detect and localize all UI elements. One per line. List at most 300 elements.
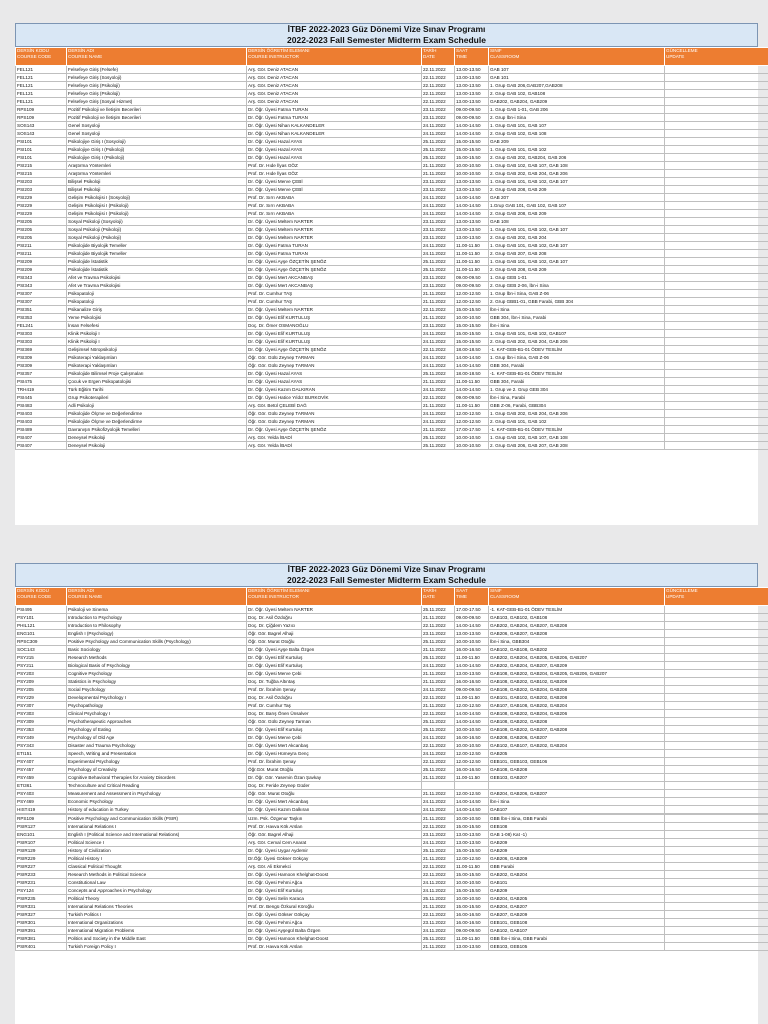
table-cell: Öğr.Gör. Murat Otoğlu (247, 766, 422, 774)
table-cell: Arş. Gör. Deniz ATACAN (247, 98, 422, 106)
table-cell: PSIR381 (16, 935, 67, 943)
table-cell: PSI307 (16, 298, 67, 306)
table-cell: PSI343 (16, 274, 67, 282)
table-cell: International Relations Theories (67, 903, 247, 911)
table-cell: 12.00-12.50 (455, 290, 489, 298)
table-row (16, 726, 768, 734)
table-cell (665, 750, 768, 758)
table-cell: 1. Grup GAB 102, GAB 107, GAB 108 (489, 162, 665, 170)
table-cell (665, 734, 768, 742)
table-cell: 1. Grup GAB 101, GAB 102, GAB 107 (489, 242, 665, 250)
table-cell: 13.00-13.50 (455, 218, 489, 226)
table-row (16, 434, 768, 442)
table-cell (455, 782, 489, 790)
table-cell: 25.11.2022 (422, 146, 455, 154)
table-cell: 15.00-15.50 (455, 322, 489, 330)
table-row (16, 378, 768, 386)
table-cell: 13.00-13.50 (455, 226, 489, 234)
table-cell: Dr. Öğr. Üyesi Ayşe ÖZÇETİN ŞENÖZ (247, 258, 422, 266)
table-row (16, 614, 768, 622)
table-cell: PSI101 (16, 154, 67, 162)
table-cell (665, 742, 768, 750)
table-cell: Prof. Dr. Sırrı AKBABA (247, 194, 422, 202)
table-cell: 15.00-15.50 (455, 903, 489, 911)
column-header-label: COURSE INSTRUCTOR (248, 593, 299, 599)
table-cell: Clinical Psychology I (67, 710, 247, 718)
table-cell: Dr. Öğr. Üyesi Merve ÇEBİ (247, 186, 422, 194)
table-cell: 09.00-09.50 (455, 394, 489, 402)
table-cell: 24.11.2022 (422, 798, 455, 806)
table-cell: GAB206, GAB209 (489, 855, 665, 863)
table-cell: 24.11.2022 (422, 418, 455, 426)
table-cell: GAB 209 (489, 138, 665, 146)
table-cell: Dr. Öğr. Üyesi Fatma TURAN (247, 250, 422, 258)
table-cell (665, 614, 768, 622)
table-cell: 11.00-11.50 (455, 258, 489, 266)
table-cell: GEB101, GEB103, GEB106 (489, 758, 665, 766)
table-cell: Türk Eğitim Tarihi (67, 386, 247, 394)
table-cell: Experimental Psychology (67, 758, 247, 766)
table-row (16, 927, 768, 935)
table-cell: 25.11.2022 (422, 935, 455, 943)
table-cell: 21.11.2022 (422, 774, 455, 782)
table-cell: GAB209 (489, 887, 665, 895)
table-row (16, 218, 768, 226)
table-cell: 13.00-13.50 (455, 98, 489, 106)
table-row (16, 758, 768, 766)
table-cell: Doç. Dr. Asil Özdoğru (247, 614, 422, 622)
table-row (16, 138, 768, 146)
column-header-label: SAAT (456, 48, 468, 53)
table-cell: 13.00-13.50 (455, 82, 489, 90)
table-cell: 2. Grup GAB 208, GAB 209 (489, 210, 665, 218)
table-cell: 14.00-14.50 (455, 362, 489, 370)
table-cell: 22.11.2022 (422, 871, 455, 879)
exam-schedule-table (15, 47, 768, 450)
table-cell: 23.11.2022 (422, 234, 455, 242)
table-cell: Gelişim Psikolojisi I (Psikoloji) (67, 210, 247, 218)
table-cell: PSI203 (16, 178, 67, 186)
column-header-label: SAAT (456, 588, 468, 593)
table-cell: FEL121 (16, 66, 67, 74)
table-cell: 09.00-09.50 (455, 282, 489, 290)
table-cell: 22.11.2022 (422, 863, 455, 871)
table-cell: PSIR391 (16, 927, 67, 935)
table-row (16, 146, 768, 154)
table-cell: Dr. Öğr. Üyesi Hazal AYAS (247, 146, 422, 154)
table-cell (665, 98, 768, 106)
table-row (16, 362, 768, 370)
table-cell: 21.11.2022 (422, 815, 455, 823)
table-row (16, 266, 768, 274)
table-cell: PSIR231 (16, 879, 67, 887)
table-cell (665, 426, 768, 434)
table-cell: 21.11.2022 (422, 614, 455, 622)
table-cell (665, 919, 768, 927)
table-cell: Psikolojiye Giriş I (Sosyoloji) (67, 138, 247, 146)
table-row (16, 186, 768, 194)
table-cell: Psychotherapeutic Approaches (67, 718, 247, 726)
table-cell (665, 194, 768, 202)
table-cell: 25.11.2022 (422, 442, 455, 450)
table-cell: PSI343 (16, 282, 67, 290)
table-cell: 14.00-14.50 (455, 798, 489, 806)
table-cell: 2. Grup GEB 2-06, İbn-i Sina (489, 282, 665, 290)
table-row (16, 823, 768, 831)
table-cell: Doç. Dr. Barış Önen Ünsalver (247, 710, 422, 718)
table-cell: Psikoloji ve Sinema (67, 606, 247, 614)
table-cell: 24.11.2022 (422, 250, 455, 258)
table-cell: 22.11.2022 (422, 82, 455, 90)
table-cell: Biological Basis of Psychology (67, 662, 247, 670)
table-cell: 24.11.2022 (422, 194, 455, 202)
table-cell: RPS109 (16, 106, 67, 114)
table-cell: PSI215 (16, 162, 67, 170)
table-cell: PSY229 (16, 694, 67, 702)
table-cell: GAB108, GAB202, GAB204, GAB205, GAB206, GAB207 (489, 670, 665, 678)
table-cell: 15.00-15.50 (455, 887, 489, 895)
table-cell: Psikolojiye Giriş I (Psikoloji) (67, 146, 247, 154)
column-header-label: UPDATE (666, 593, 685, 599)
table-cell: International Relations I (67, 823, 247, 831)
table-cell: GAB202, GAB204 (489, 871, 665, 879)
table-cell (665, 678, 768, 686)
table-cell: Dr. Öğr. Üyesi Mert Akcanbaş (247, 798, 422, 806)
table-cell: 2. Grup GAB 206, GAB 207, GAB 208 (489, 442, 665, 450)
table-cell: 21.11.2022 (422, 790, 455, 798)
table-cell: Speech, Writing and Presentation (67, 750, 247, 758)
table-cell: 10.00-10.50 (455, 162, 489, 170)
table-cell: 25.11.2022 (422, 847, 455, 855)
table-cell: PSY307 (16, 702, 67, 710)
table-cell: FEL241 (16, 322, 67, 330)
table-row (16, 402, 768, 410)
table-cell: 2. Grup GAB 202, GAB204, GAB 206 (489, 154, 665, 162)
column-header-label: DERSİN KODU (17, 588, 49, 593)
table-cell: Psychology of Eating (67, 726, 247, 734)
table-cell: Psikanalize Giriş (67, 306, 247, 314)
table-cell: GAB108, GAB202, GAB204, GAB208 (489, 686, 665, 694)
table-cell: İbn-i Sina, GBB304 (489, 638, 665, 646)
table-row (16, 710, 768, 718)
table-cell: Cognitive Behavioral Therapies for Anxiety Disorders (67, 774, 247, 782)
table-cell: ENG101 (16, 831, 67, 839)
table-cell: GAB205 (489, 750, 665, 758)
table-cell: Çocuk ve Ergen Psikopatolojisi (67, 378, 247, 386)
table-cell: 14.00-14.50 (455, 622, 489, 630)
table-cell: Genel Sosyoloji (67, 122, 247, 130)
table-cell: 1. Grup İbn-i Sina, GAB Z-06 (489, 354, 665, 362)
table-cell (665, 90, 768, 98)
column-header (422, 588, 455, 606)
table-cell: 23.11.2022 (422, 178, 455, 186)
table-cell: 17.00-17.50 (455, 606, 489, 614)
table-cell: 24.11.2022 (422, 927, 455, 935)
table-cell: Dr. Öğr. Üyesi Hatice Yıldız BURKOVİK (247, 394, 422, 402)
table-cell: GEB103, GAB207 (489, 774, 665, 782)
table-row (16, 750, 768, 758)
table-cell: TRH419 (16, 386, 67, 394)
table-row (16, 258, 768, 266)
table-cell: 15.00-15.50 (455, 871, 489, 879)
table-row (16, 630, 768, 638)
table-cell: International Organizations (67, 919, 247, 927)
table-cell: Felsefeye Giriş (Psikoloji) (67, 82, 247, 90)
table-cell: 24.11.2022 (422, 202, 455, 210)
table-cell: 10.00-10.50 (455, 815, 489, 823)
table-cell: 15.00-15.50 (455, 138, 489, 146)
table-cell: GAB 108 (489, 218, 665, 226)
table-cell: 15.00-15.50 (455, 154, 489, 162)
table-cell: GAB102, GAB107 (489, 927, 665, 935)
column-header-label: GÜNCELLEME (666, 588, 698, 593)
table-cell: English I (Political Science and International Relations) (67, 831, 247, 839)
table-cell: 14.00-14.50 (455, 806, 489, 814)
table-cell: Psikolojide Ölçme ve Değerlendirme (67, 410, 247, 418)
table-cell: Araştırma Yöntemleri (67, 170, 247, 178)
table-cell: 24.11.2022 (422, 386, 455, 394)
table-row (16, 887, 768, 895)
table-cell (665, 418, 768, 426)
table-cell: History of education in Turkey (67, 806, 247, 814)
table-row (16, 106, 768, 114)
table-row (16, 346, 768, 354)
table-cell: 22.11.2022 (422, 823, 455, 831)
table-cell: Prof. Dr. Sırrı AKBABA (247, 210, 422, 218)
table-cell: 2. Grup GAB 202, GAB 204, GAB 206 (489, 170, 665, 178)
table-cell: Prof. Dr. Havva Kök Arslan (247, 823, 422, 831)
table-cell: Sosyal Psikoloji (Psikoloji) (67, 234, 247, 242)
table-cell: 10.00-10.50 (455, 434, 489, 442)
table-cell: GBB 304, İbn-i Sina, Farabi (489, 314, 665, 322)
table-cell: 1. Grup GAB 206,GAB207,GAB208 (489, 82, 665, 90)
table-row (16, 839, 768, 847)
table-cell (665, 218, 768, 226)
table-cell: PSIR107 (16, 839, 67, 847)
table-cell: GAB 1-08) Kat -1) (489, 831, 665, 839)
table-cell: GAB202, GAB204, GAB207, GAB209 (489, 662, 665, 670)
table-cell: Öğr. Gör. Gülü Zeynep Tarman (247, 718, 422, 726)
table-cell (665, 306, 768, 314)
table-cell: 15.00-15.50 (455, 338, 489, 346)
column-header-label: SINIF (490, 588, 502, 593)
table-cell: 1. Grup GAB 101, GAB 102, GAB107 (489, 330, 665, 338)
table-cell (665, 782, 768, 790)
table-cell: PSIR235 (16, 895, 67, 903)
table-cell: Cognitive Psychology (67, 670, 247, 678)
table-cell (665, 702, 768, 710)
table-cell: 25.11.2022 (422, 895, 455, 903)
table-cell: 10.00-10.50 (455, 442, 489, 450)
table-row (16, 282, 768, 290)
table-cell: Dr. Öğr. Üyesi Kazım Dalkıran (247, 806, 422, 814)
table-cell: 09.00-09.50 (455, 927, 489, 935)
table-row (16, 194, 768, 202)
table-cell: 14.00-14.50 (455, 210, 489, 218)
table-cell: Bilişsel Psikoloji (67, 186, 247, 194)
table-cell: Research Methods (67, 654, 247, 662)
table-cell: PSI369 (16, 346, 67, 354)
table-cell: GBB Farabi (489, 863, 665, 871)
table-cell (665, 823, 768, 831)
table-cell: PSI403 (16, 418, 67, 426)
table-cell: 13.00-13.50 (455, 66, 489, 74)
table-cell (665, 662, 768, 670)
table-cell: 24.11.2022 (422, 210, 455, 218)
table-cell: Arş. Gör. Cemal Cem Anarat (247, 839, 422, 847)
table-cell (665, 863, 768, 871)
table-cell (665, 726, 768, 734)
table-cell: 10.00-10.50 (455, 638, 489, 646)
table-cell: 11.00-11.50 (455, 250, 489, 258)
table-cell: PSY205 (16, 686, 67, 694)
table-cell (665, 710, 768, 718)
table-row (16, 790, 768, 798)
table-cell: 12.00-12.50 (455, 758, 489, 766)
column-header-label: CLASSROOM (490, 593, 520, 599)
table-cell: 22.11.2022 (422, 346, 455, 354)
table-cell (665, 766, 768, 774)
column-header-label: TARİH (423, 48, 437, 53)
table-cell: GAB107 (489, 806, 665, 814)
table-cell: 1. Grup İbn-i Sina, GAB Z-06 (489, 290, 665, 298)
table-cell: GAB102, GAB107, GAB202, GAB204 (489, 742, 665, 750)
table-cell: Doç. Dr. Ömer OSMANOĞLU (247, 322, 422, 330)
table-cell: Prof. Dr. Bengü Özkural Köroğlu (247, 903, 422, 911)
table-cell: 10.00-10.50 (455, 170, 489, 178)
table-cell: PSIR331 (16, 903, 67, 911)
table-cell: 09.00-09.50 (455, 686, 489, 694)
table-row (16, 330, 768, 338)
table-cell: 25.11.2022 (422, 370, 455, 378)
table-cell: Öğr. Gör. Murat Otoğlu (247, 790, 422, 798)
table-cell: Dr. Öğr. Üyesi Fehmi Ağca (247, 919, 422, 927)
table-cell: Prof. Dr. İbrahim Şenay (247, 758, 422, 766)
table-row (16, 622, 768, 630)
table-cell: 24.11.2022 (422, 354, 455, 362)
table-cell: 22.11.2022 (422, 74, 455, 82)
table-cell: GAB206, GAB207, GAB208 (489, 630, 665, 638)
table-cell: 22.11.2022 (422, 622, 455, 630)
table-cell: Arş. Gör. Deniz ATACAN (247, 90, 422, 98)
table-cell: Psikolojiye Giriş I (Psikoloji) (67, 154, 247, 162)
table-cell: Prof. Dr. Sırrı AKBABA (247, 202, 422, 210)
table-cell: PSI309 (16, 362, 67, 370)
table-cell: 23.11.2022 (422, 630, 455, 638)
table-cell: Felsefeye Giriş (Psikoloji) (67, 90, 247, 98)
table-cell: Dr. Öğr. Üyesi Nihan KALKANDELER (247, 130, 422, 138)
table-cell (665, 66, 768, 74)
table-cell: PSY203 (16, 670, 67, 678)
table-cell: 11.00-11.50 (455, 774, 489, 782)
table-cell: GBB 304, Farabi (489, 362, 665, 370)
table-cell: 14.00-14.50 (455, 354, 489, 362)
table-cell: Dr. Öğr. Üyesi Meltem NARTER (247, 218, 422, 226)
table-row (16, 426, 768, 434)
table-cell: Dr. Öğr. Üyesi Fatma TURAN (247, 114, 422, 122)
table-cell: 13.00-13.50 (455, 943, 489, 951)
table-cell: PSY124 (16, 887, 67, 895)
table-cell: PSI229 (16, 210, 67, 218)
table-cell: PSI215 (16, 170, 67, 178)
table-cell: PSI495 (16, 606, 67, 614)
table-cell: 1. Grup GAB 1-01, GAB 206 (489, 106, 665, 114)
table-cell: 13.00-13.50 (455, 178, 489, 186)
table-cell: 22.11.2022 (422, 710, 455, 718)
table-cell: 15.00-15.50 (455, 847, 489, 855)
table-cell: 11.00-11.50 (455, 242, 489, 250)
table-cell: 15.00-15.50 (455, 146, 489, 154)
table-row (16, 82, 768, 90)
table-cell (665, 646, 768, 654)
table-cell (665, 74, 768, 82)
table-cell: 21.11.2022 (422, 702, 455, 710)
table-row (16, 646, 768, 654)
table-cell: Felsefeye Giriş (Felsefe) (67, 66, 247, 74)
table-cell: Dr. Öğr. Üyesi Ayşe ÖZÇETİN ŞENÖZ (247, 266, 422, 274)
column-header-label: CLASSROOM (490, 53, 520, 59)
table-cell: Dr. Öğr. Üyesi Merve Çebi (247, 734, 422, 742)
table-cell (665, 895, 768, 903)
table-cell: Afet ve Travma Psikolojisi (67, 282, 247, 290)
table-cell: 23.11.2022 (422, 282, 455, 290)
table-cell: 14.00-14.50 (455, 194, 489, 202)
table-cell: Dr. Öğr. Üyesi Merve ÇEBİ (247, 178, 422, 186)
table-cell: PSY407 (16, 758, 67, 766)
table-cell: 1. Grup GAB 202, GAB 204, GAB 206 (489, 410, 665, 418)
table-row (16, 298, 768, 306)
table-cell (665, 606, 768, 614)
table-cell: 2. Grup GBB1-01, GBB Farabi, GBB 304 (489, 298, 665, 306)
table-cell: 11.00-11.50 (455, 266, 489, 274)
table-cell: -1. KAT-GEB-B1-01 ÖDEV TESLİM (489, 370, 665, 378)
table-body (16, 606, 768, 951)
table-cell: 17.00-17.50 (455, 426, 489, 434)
table-cell: Sosyal Psikoloji (Sosyoloji) (67, 218, 247, 226)
column-header (247, 48, 422, 66)
table-cell: GAB103, GAB102, GAB108 (489, 614, 665, 622)
table-cell: Doç. Dr. Çiğdem Yazıcı (247, 622, 422, 630)
table-cell (665, 106, 768, 114)
exam-schedule-table (15, 587, 768, 951)
title-line-turkish: İTBF 2022-2023 Güz Dönemi Vize Sınav Programı (287, 564, 486, 574)
table-cell: Economic Psychology (67, 798, 247, 806)
table-cell: 24.11.2022 (422, 839, 455, 847)
table-cell: GEB108 (489, 823, 665, 831)
table-cell: RPSC309 (16, 638, 67, 646)
table-cell: Psikolojide Biyolojik Temeller (67, 250, 247, 258)
table-cell: FEL121 (16, 82, 67, 90)
table-cell (665, 815, 768, 823)
column-header-label: DATE (423, 593, 435, 599)
table-row (16, 394, 768, 402)
table-cell: 14.00-14.50 (455, 386, 489, 394)
table-cell (665, 798, 768, 806)
table-cell: Pozitif Psikoloji ve İletişim Becerileri (67, 114, 247, 122)
table-cell: Arş. Gör. Betül ÇELEBİ DAĞ (247, 402, 422, 410)
table-cell: 22.11.2022 (422, 758, 455, 766)
table-cell: Turkish Politics I (67, 911, 247, 919)
table-cell: Measurement and Assessment in Psychology (67, 790, 247, 798)
table-cell: 13.00-13.50 (455, 186, 489, 194)
table-cell: 2. Grup GAB 101, GAB 102 (489, 418, 665, 426)
table-row (16, 774, 768, 782)
table-cell: 23.11.2022 (422, 218, 455, 226)
column-header (247, 588, 422, 606)
table-cell: Dr. Öğr. Üyesi Elif KURTULUŞ (247, 338, 422, 346)
table-row (16, 606, 768, 614)
table-cell: Introduction to Psychology (67, 614, 247, 622)
